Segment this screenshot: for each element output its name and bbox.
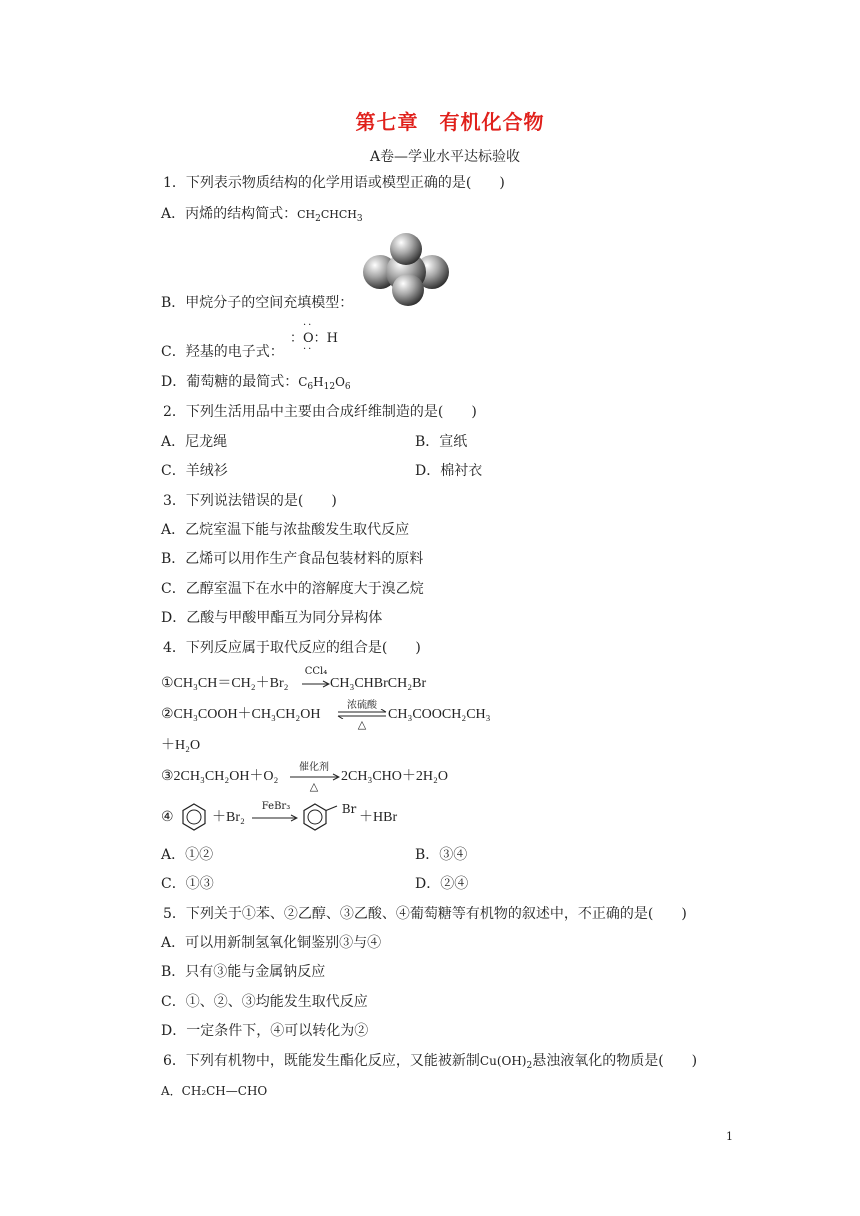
reaction-4-number: ④ bbox=[161, 810, 174, 825]
reaction-2-reactants: ②CH₃COOH＋CH₃CH₂OH bbox=[161, 707, 321, 722]
reaction-3-heat: △ bbox=[309, 780, 319, 793]
reaction-3-condition: 催化剂 bbox=[299, 762, 329, 773]
electron-dots-top: ·· bbox=[303, 320, 314, 331]
electron-dots-bottom: ·· bbox=[303, 344, 314, 355]
reaction-3-reactants: ③2CH₃CH₂OH＋O₂ bbox=[161, 769, 279, 784]
q4-stem: 4．下列反应属于取代反应的组合是( ) bbox=[163, 640, 421, 656]
hydroxyl-electron-formula: ：O：H bbox=[290, 331, 338, 346]
reaction-1-product: CH₃CHBrCH₂Br bbox=[330, 676, 427, 691]
exam-subtitle: A卷—学业水平达标验收 bbox=[369, 149, 521, 165]
q5-option-b: B．只有③能与金属钠反应 bbox=[161, 964, 326, 980]
reaction-4-products: ＋HBr bbox=[359, 810, 398, 825]
q3-option-c: C．乙醇室温下在水中的溶解度大于溴乙烷 bbox=[161, 581, 424, 597]
q1-option-a: A．丙烯的结构简式：$CH_2CHCH_3$ bbox=[161, 206, 363, 224]
reaction-2-products: CH₃COOCH₂CH₃ bbox=[388, 707, 491, 722]
q5-option-c: C．①、②、③均能发生取代反应 bbox=[161, 994, 368, 1010]
q2-option-a: A．尼龙绳 bbox=[161, 434, 228, 450]
q5-stem: 5．下列关于①苯、②乙醇、③乙酸、④葡萄糖等有机物的叙述中，不正确的是( ) bbox=[163, 906, 687, 922]
q2-option-d: D．棉衬衣 bbox=[415, 463, 483, 479]
q2-stem: 2．下列生活用品中主要由合成纤维制造的是( ) bbox=[163, 404, 477, 420]
methane-space-filling-model bbox=[360, 232, 452, 308]
q4-option-b: B．③④ bbox=[415, 847, 468, 863]
q1-option-a-label: A．丙烯的结构简式： bbox=[161, 206, 298, 222]
q6-stem-prefix: 6．下列有机物中，既能发生酯化反应，又能被新制 bbox=[163, 1053, 480, 1069]
reaction-1-arrow bbox=[302, 680, 330, 688]
q3-stem: 3．下列说法错误的是( ) bbox=[163, 493, 337, 509]
bromobenzene-br-label: Br bbox=[341, 802, 357, 816]
q1-option-b: B．甲烷分子的空间充填模型： bbox=[161, 295, 354, 311]
reaction-2-continuation: ＋H₂O bbox=[161, 738, 201, 753]
chapter-title: 第七章 有机化合物 bbox=[355, 110, 545, 134]
reaction-2-heat: △ bbox=[357, 718, 367, 731]
reaction-1-condition: CCl₄ bbox=[304, 666, 328, 677]
reaction-4-condition: FeBr₃ bbox=[261, 801, 291, 812]
q1-option-d: D．葡萄糖的最简式：$C_6H_{12}O_6$ bbox=[161, 374, 351, 392]
q4-option-a: A．①② bbox=[161, 847, 214, 863]
q1-option-c-label: C．羟基的电子式： bbox=[161, 344, 284, 360]
q3-option-a: A．乙烷室温下能与浓盐酸发生取代反应 bbox=[161, 522, 410, 538]
q5-option-d: D．一定条件下，④可以转化为② bbox=[161, 1023, 369, 1039]
reaction-4-bromine: ＋Br₂ bbox=[212, 810, 245, 825]
q2-option-b: B．宣纸 bbox=[415, 434, 468, 450]
q4-option-c: C．①③ bbox=[161, 876, 214, 892]
reaction-4-arrow bbox=[252, 814, 298, 822]
q4-option-d: D．②④ bbox=[415, 876, 469, 892]
q1-option-d-label: D．葡萄糖的最简式： bbox=[161, 374, 299, 390]
q3-option-d: D．乙酸与甲酸甲酯互为同分异构体 bbox=[161, 610, 383, 626]
q1-option-c bbox=[161, 343, 284, 361]
page-number: 1 bbox=[726, 1130, 733, 1143]
q1-stem: 1．下列表示物质结构的化学用语或模型正确的是( ) bbox=[163, 175, 505, 191]
q5-option-a: A．可以用新制氢氧化铜鉴别③与④ bbox=[161, 935, 382, 951]
q6-stem-suffix: 悬浊液氧化的物质是( ) bbox=[532, 1053, 698, 1069]
reaction-1-reactants: ①CH₃CH＝CH₂＋Br₂ bbox=[161, 676, 289, 691]
q6-stem: 6．下列有机物中，既能发生酯化反应，又能被新制$Cu(OH)_2$悬浊液氧化的物质是( ) bbox=[163, 1053, 698, 1071]
q3-option-b: B．乙烯可以用作生产食品包装材料的原料 bbox=[161, 551, 424, 567]
q6-option-a: A．CH₂CH—CHO bbox=[161, 1084, 268, 1098]
reaction-3-products: 2CH₃CHO＋2H₂O bbox=[341, 769, 448, 784]
benzene-ring-icon bbox=[180, 802, 208, 832]
q2-option-c: C．羊绒衫 bbox=[161, 463, 228, 479]
reaction-2-condition: 浓硫酸 bbox=[347, 700, 377, 711]
